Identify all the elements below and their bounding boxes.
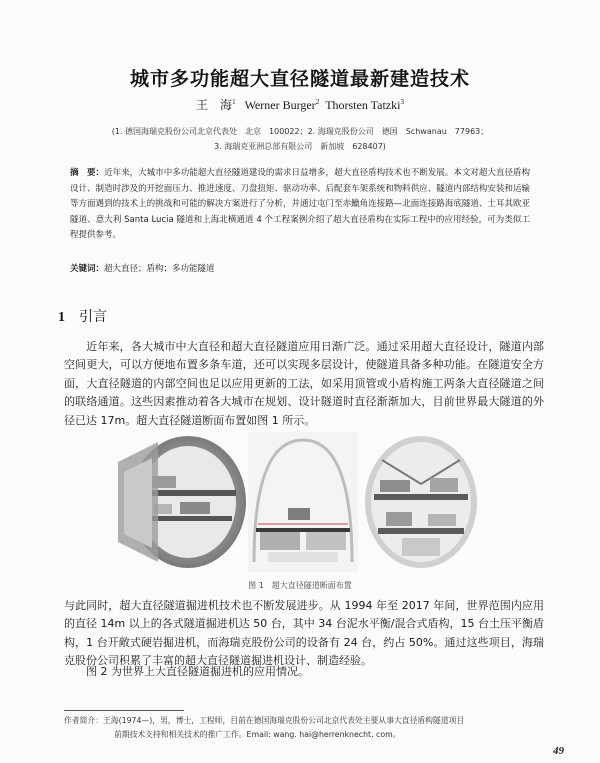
footnote-line-2: 前期技术支持和相关技术的推广工作。Email: wang. hai@herrenknecht. com。 — [114, 730, 401, 739]
footnote — [64, 714, 544, 742]
author-3-sup: 3 — [400, 98, 404, 106]
keywords-text: 超大直径；盾构；多功能隧道 — [104, 264, 215, 274]
affiliation-line-1: (1. 德国海瑞克股份公司北京代表处 北京 100022；2. 海瑞克股份公司 德国 Schwanau 77963； — [111, 127, 489, 136]
author-1-sup: 1 — [232, 98, 236, 106]
section-heading — [58, 306, 107, 326]
author-2: Werner Burger — [244, 98, 316, 112]
figure-caption: 图 1 超大直径隧道断面布置 — [248, 581, 352, 590]
paragraph-2 — [64, 597, 544, 671]
page-number: 49 — [553, 745, 564, 757]
abstract-label: 摘 要： — [70, 168, 105, 178]
section-number: 1 — [58, 310, 65, 325]
abstract-text: 近年来，大城市中多功能超大直径隧道建设的需求日益增多，超大直径盾构技术也不断发展。本文对超大直径盾构设计、制造时涉及的开挖面压力、推进速度、刀盘扭矩、驱动功率、后配套车架系统和物料供应、隧道内部结构安装和运输等方面遇到的技术上的挑战和可能的解决方案进行了分析，并通过屯门至赤鱲角连接路—北面连接路海底隧道、土耳其欧亚隧道、意大利 Santa Lucia 隧道和上海北横通道 4 个工程案例介绍了超大直径盾构在实际工程中的应用经验，可为类似工程提供参考。 — [70, 168, 530, 240]
footnote-rule — [64, 710, 184, 711]
paragraph-1-text: 近年来，各大城市中大直径和超大直径隧道应用日渐广泛。通过采用超大直径设计，隧道内部空间更大，可以方便地布置多条车道，还可以实现多层设计，使隧道具备多种功能。在隧道安全方面，大直径隧道的内部空间也足以应用更新的工法，如采用顶管或小盾构施工两条大直径隧道之间的联络通道。这些因素推动着各大城市在规划、设计隧道时直径渐渐加大，目前世界最大隧道的外径已达 17m。超大直径隧道断面布置如图 1 所示。 — [64, 340, 544, 427]
keywords — [70, 262, 530, 274]
footnote-line-1: 作者简介：王海(1974—)，男，博士，工程师，目前在德国海瑞克股份公司北京代表处主要从事大直径盾构隧道项目 — [64, 716, 465, 725]
figure-panel-interior — [248, 432, 358, 572]
paragraph-2-text: 与此同时，超大直径隧道掘进机技术也不断发展进步。从 1994 年至 2017 年间，世界范围内应用的直径 14m 以上的各式隧道掘进机达 50 台，其中 34 台泥水平衡/混合式盾构，15 台土压平衡盾构，1 台开敞式硬岩掘进机，而海瑞克股份公司的设备有 24 台，约占 50%。通过这些项目，海瑞克股份公司积累了丰富的超大直径隧道掘进机设计、制造经验。 — [64, 599, 544, 668]
author-1: 王 海 — [196, 98, 233, 112]
author-3: Thorsten Tatzki — [325, 98, 401, 112]
figure-panel-double-deck — [118, 432, 246, 572]
paragraph-3-text: 图 2 为世界上大直径隧道掘进机的应用情况。 — [86, 665, 309, 678]
author-line — [0, 96, 600, 113]
keywords-label: 关键词： — [70, 264, 105, 274]
abstract — [70, 166, 530, 244]
section-title: 引言 — [79, 309, 107, 325]
paragraph-1 — [64, 338, 544, 430]
figure-panel-cross-section — [362, 432, 480, 572]
paragraph-3 — [64, 663, 544, 681]
figure-1 — [118, 432, 480, 572]
author-2-sup: 2 — [315, 98, 320, 106]
affiliation-line-2: 3. 海瑞克亚洲总部有限公司 新加坡 628407) — [214, 142, 386, 151]
paper-title: 城市多功能超大直径隧道最新建造技术 — [129, 68, 470, 90]
